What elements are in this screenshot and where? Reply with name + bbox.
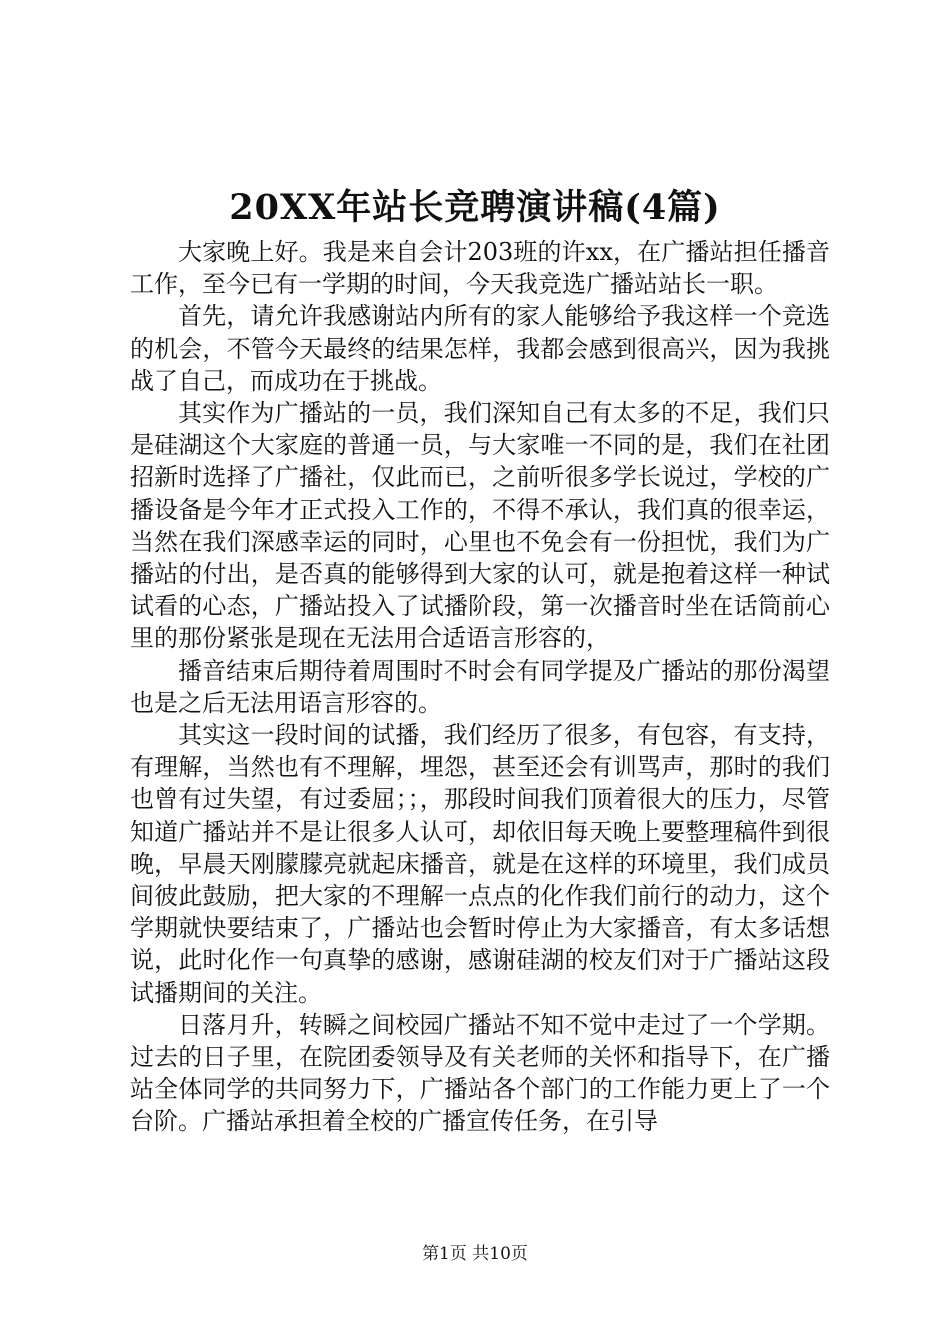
page-number-footer: 第1页 共10页 [422,1244,528,1264]
paragraph: 其实作为广播站的一员，我们深知自己有太多的不足，我们只是硅湖这个大家庭的普通一员，与大家唯一不同的是，我们在社团招新时选择了广播社，仅此而已，之前听很多学长说过，学校的广播设备是今年才正式投入工作的，不得不承认，我们真的很幸运，当然在我们深感幸运的同时，心里也不免会有一份担忧，我们为广播站的付出，是否真的能够得到大家的认可，就是抱着这样一种试试看的心态，广播站投入了试播阶段，第一次播音时坐在话筒前心里的那份紧张是现在无法用合适语言形容的， [130,399,830,653]
document-title: 20XX年站长竞聘演讲稿(4篇) [229,187,721,228]
document-body [130,236,830,1138]
paragraph: 大家晚上好。我是来自会计203班的许xx，在广播站担任播音工作，至今已有一学期的时间，今天我竞选广播站站长一职。 [130,238,830,299]
paragraph: 其实这一段时间的试播，我们经历了很多，有包容，有支持，有理解，当然也有不理解，埋怨，甚至还会有训骂声，那时的我们也曾有过失望，有过委屈；；，那段时间我们顶着很大的压力，尽管知道广播站并不是让很多人认可，却依旧每天晚上要整理稿件到很晚，早晨天刚朦朦亮就起床播音，就是在这样的环境里，我们成员间彼此鼓励，把大家的不理解一点点的化作我们前行的动力，这个学期就快要结束了，广播站也会暂时停止为大家播音，有太多话想说，此时化作一句真挚的感谢，感谢硅湖的校友们对于广播站这段试播期间的关注。 [130,721,830,1007]
paragraph: 播音结束后期待着周围时不时会有同学提及广播站的那份渴望也是之后无法用语言形容的。 [130,656,830,717]
paragraph: 日落月升，转瞬之间校园广播站不知不觉中走过了一个学期。过去的日子里，在院团委领导及有关老师的关怀和指导下，在广播站全体同学的共同努力下，广播站各个部门的工作能力更上了一个台阶。广播站承担着全校的广播宣传任务，在引导 [130,1010,830,1136]
paragraph: 首先，请允许我感谢站内所有的家人能够给予我这样一个竞选的机会，不管今天最终的结果怎样，我都会感到很高兴，因为我挑战了自己，而成功在于挑战。 [130,302,830,395]
